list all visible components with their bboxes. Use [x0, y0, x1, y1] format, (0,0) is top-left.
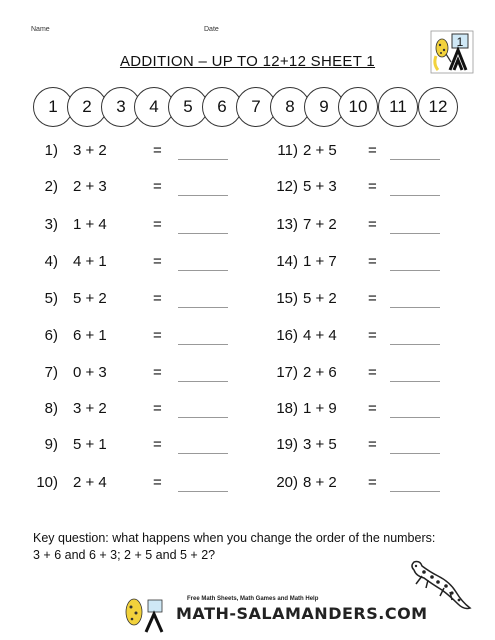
equals-sign: = — [153, 400, 162, 417]
problem-number: 10) — [36, 474, 58, 491]
number-circle: 12 — [418, 87, 458, 127]
problem-row — [30, 325, 230, 347]
problem-row — [30, 398, 230, 420]
problem-expression: 1 + 9 — [303, 400, 337, 417]
problem-expression: 8 + 2 — [303, 474, 337, 491]
problem-expression: 2 + 5 — [303, 142, 337, 159]
equals-sign: = — [153, 290, 162, 307]
problem-number: 9) — [44, 436, 58, 453]
problem-number: 18) — [276, 400, 298, 417]
number-circle: 1 — [33, 87, 73, 127]
number-circle: 6 — [202, 87, 242, 127]
equals-sign: = — [153, 216, 162, 233]
answer-line[interactable] — [390, 453, 440, 454]
problem-expression: 3 + 2 — [73, 400, 107, 417]
answer-line[interactable] — [178, 307, 228, 308]
problem-expression: 3 + 5 — [303, 436, 337, 453]
equals-sign: = — [368, 474, 377, 491]
problem-number: 2) — [44, 178, 58, 195]
problem-expression: 3 + 2 — [73, 142, 107, 159]
answer-line[interactable] — [390, 307, 440, 308]
answer-line[interactable] — [390, 195, 440, 196]
problem-number: 11) — [277, 142, 298, 159]
answer-line[interactable] — [178, 270, 228, 271]
key-question-line: Key question: what happens when you change the order of the numbers: — [33, 531, 436, 545]
problem-row — [268, 434, 448, 456]
number-circle: 9 — [304, 87, 344, 127]
answer-line[interactable] — [390, 270, 440, 271]
footer-tagline: Free Math Sheets, Math Games and Math Help — [187, 596, 319, 602]
number-circle: 8 — [270, 87, 310, 127]
answer-line[interactable] — [390, 417, 440, 418]
problem-number: 6) — [44, 327, 58, 344]
answer-line[interactable] — [178, 491, 228, 492]
problem-row — [30, 214, 230, 236]
problem-expression: 7 + 2 — [303, 216, 337, 233]
problem-row — [30, 288, 230, 310]
answer-line[interactable] — [178, 381, 228, 382]
answer-line[interactable] — [390, 491, 440, 492]
problem-expression: 4 + 4 — [303, 327, 337, 344]
answer-line[interactable] — [390, 344, 440, 345]
answer-line[interactable] — [178, 233, 228, 234]
problem-row — [268, 214, 448, 236]
problem-number: 13) — [276, 216, 298, 233]
equals-sign: = — [368, 436, 377, 453]
answer-line[interactable] — [178, 453, 228, 454]
number-circle: 5 — [168, 87, 208, 127]
equals-sign: = — [368, 290, 377, 307]
problem-row — [30, 251, 230, 273]
equals-sign: = — [368, 216, 377, 233]
equals-sign: = — [153, 253, 162, 270]
equals-sign: = — [368, 178, 377, 195]
problem-number: 3) — [44, 216, 58, 233]
equals-sign: = — [368, 253, 377, 270]
problem-expression: 5 + 3 — [303, 178, 337, 195]
number-circle: 7 — [236, 87, 276, 127]
problem-row — [30, 362, 230, 384]
problem-expression: 5 + 2 — [73, 290, 107, 307]
problem-row — [268, 288, 448, 310]
answer-line[interactable] — [178, 159, 228, 160]
problem-number: 20) — [276, 474, 298, 491]
problem-row — [268, 176, 448, 198]
problem-number: 12) — [276, 178, 298, 195]
problem-number: 15) — [276, 290, 298, 307]
problem-number: 5) — [44, 290, 58, 307]
problem-expression: 5 + 1 — [73, 436, 107, 453]
problem-number: 1) — [44, 142, 58, 159]
problem-expression: 1 + 4 — [73, 216, 107, 233]
problem-expression: 1 + 7 — [303, 253, 337, 270]
equals-sign: = — [153, 364, 162, 381]
problem-number: 16) — [276, 327, 298, 344]
problem-row — [30, 434, 230, 456]
problem-row — [30, 176, 230, 198]
equals-sign: = — [368, 364, 377, 381]
name-label: Name — [31, 26, 50, 33]
problem-number: 7) — [44, 364, 58, 381]
worksheet-title: ADDITION – UP TO 12+12 SHEET 1 — [119, 53, 376, 70]
number-circle: 3 — [101, 87, 141, 127]
answer-line[interactable] — [390, 159, 440, 160]
problem-number: 8) — [44, 400, 58, 417]
equals-sign: = — [153, 436, 162, 453]
equals-sign: = — [153, 142, 162, 159]
equals-sign: = — [153, 178, 162, 195]
problem-expression: 0 + 3 — [73, 364, 107, 381]
problem-expression: 4 + 1 — [73, 253, 107, 270]
answer-line[interactable] — [178, 344, 228, 345]
problem-row — [268, 362, 448, 384]
equals-sign: = — [368, 142, 377, 159]
number-circle: 4 — [134, 87, 174, 127]
answer-line[interactable] — [390, 381, 440, 382]
problem-row — [268, 472, 448, 494]
problem-row — [268, 325, 448, 347]
equals-sign: = — [153, 474, 162, 491]
key-question-line: 3 + 6 and 6 + 3; 2 + 5 and 5 + 2? — [33, 548, 216, 562]
equals-sign: = — [368, 327, 377, 344]
answer-line[interactable] — [178, 195, 228, 196]
answer-line[interactable] — [390, 233, 440, 234]
problem-row — [30, 140, 230, 162]
problem-number: 19) — [276, 436, 298, 453]
problem-number: 17) — [276, 364, 298, 381]
problem-row — [268, 251, 448, 273]
answer-line[interactable] — [178, 417, 228, 418]
equals-sign: = — [368, 400, 377, 417]
problem-row — [268, 398, 448, 420]
number-circle: 10 — [338, 87, 378, 127]
problem-expression: 6 + 1 — [73, 327, 107, 344]
problem-expression: 2 + 4 — [73, 474, 107, 491]
badge-number: 1 — [456, 35, 464, 49]
footer-site-link[interactable]: MATH-SALAMANDERS.COM — [176, 604, 428, 623]
problem-expression: 5 + 2 — [303, 290, 337, 307]
number-circle: 2 — [67, 87, 107, 127]
equals-sign: = — [153, 327, 162, 344]
problem-row — [30, 472, 230, 494]
problem-expression: 2 + 6 — [303, 364, 337, 381]
problem-row — [268, 140, 448, 162]
problem-number: 14) — [276, 253, 298, 270]
date-label: Date — [204, 26, 219, 33]
problem-expression: 2 + 3 — [73, 178, 107, 195]
problem-number: 4) — [44, 253, 58, 270]
number-circle: 11 — [378, 87, 418, 127]
